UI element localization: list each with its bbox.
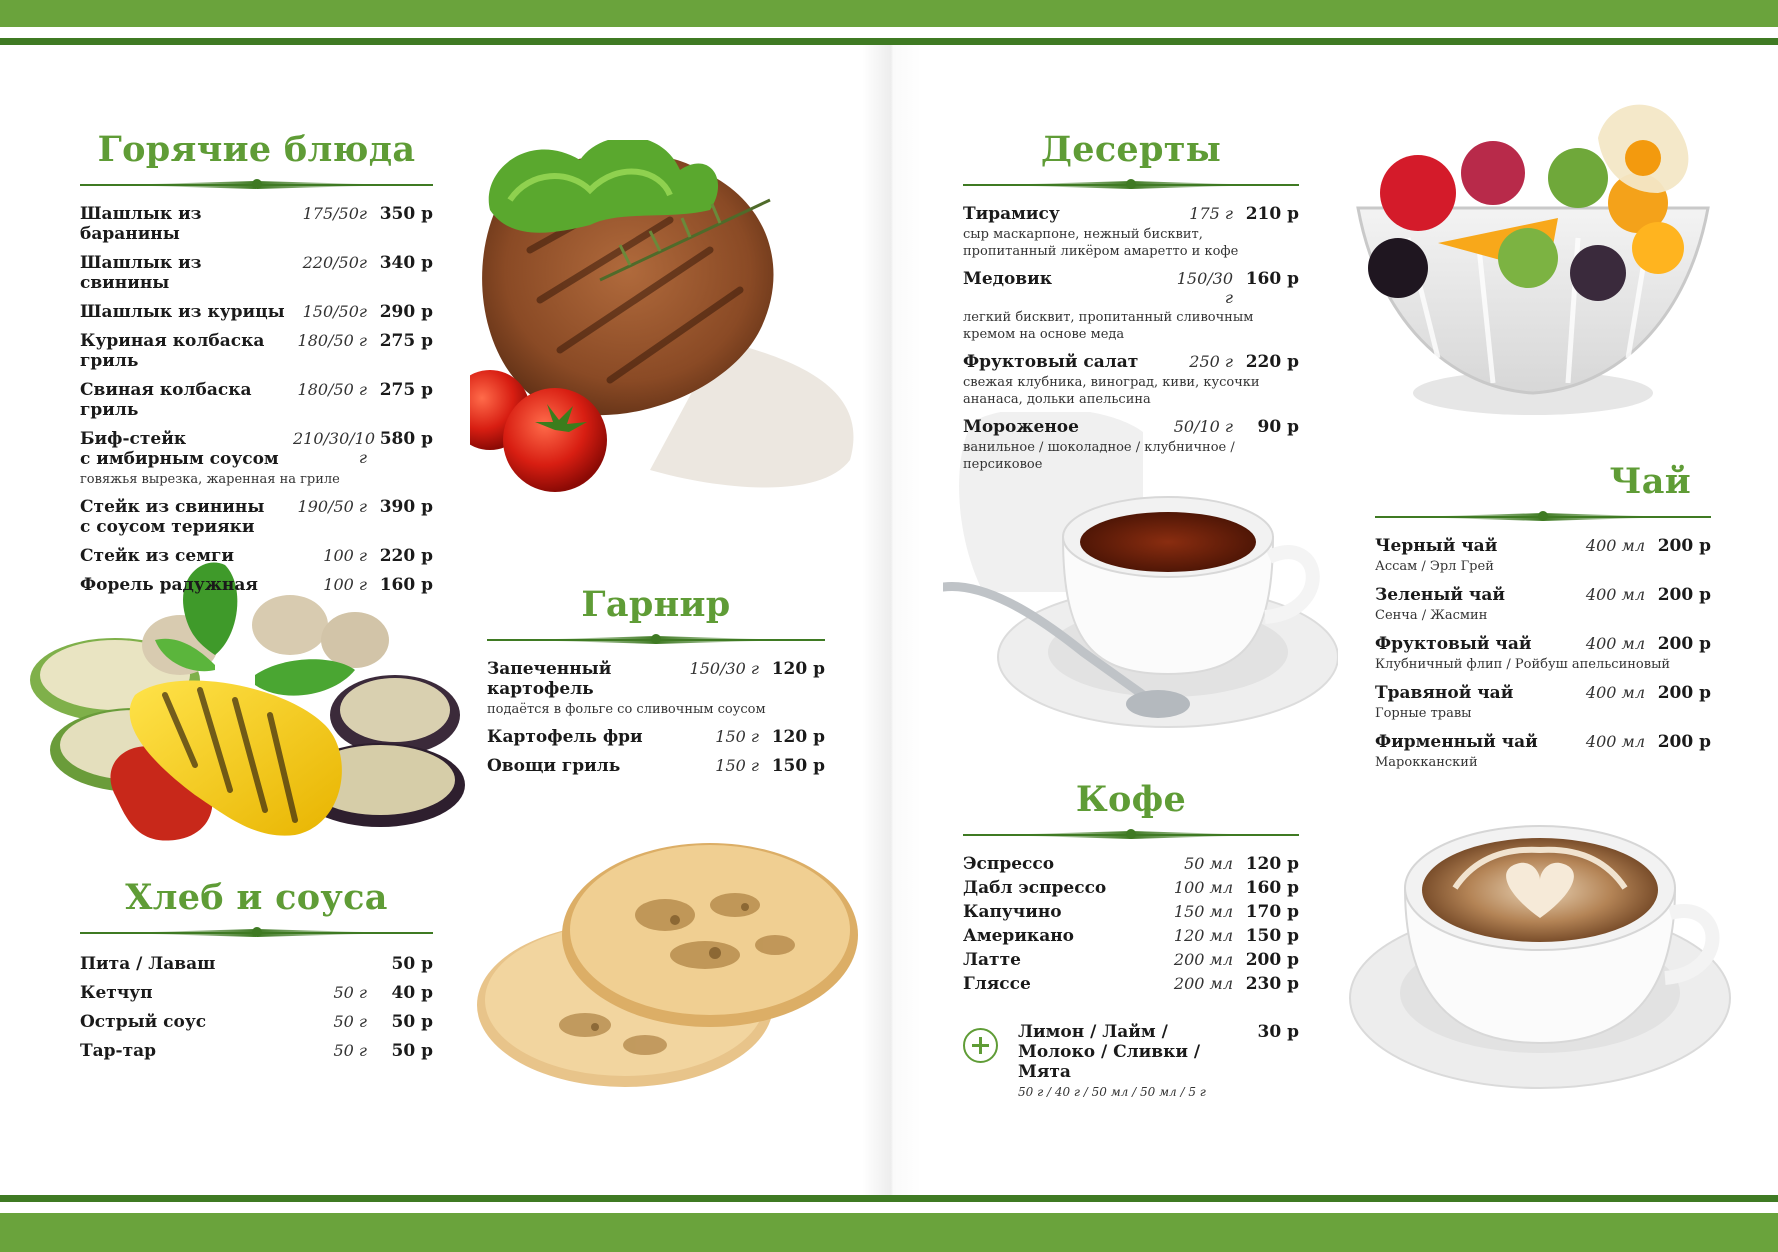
item-weight: 400 мл [1585,683,1645,702]
tea-section [1375,462,1711,781]
item-name: Запеченный картофель [487,659,612,699]
grilled-steak-image [470,140,880,540]
item-name: Зеленый чай [1375,585,1505,605]
item-price: 220 р [1245,352,1299,372]
item-weight: 175/50г [302,204,367,223]
section-title-hot: Горячие блюда [97,129,416,170]
menu-item [487,659,825,718]
item-weight: 220/50г [302,253,367,272]
item-name: Тар-тар [80,1041,157,1061]
item-weight: 150/30 г [689,659,759,678]
item-name: Картофель фри [487,727,643,747]
extras-price: 30 р [1257,1022,1299,1042]
item-name: Латте [963,950,1021,970]
item-description: Сенча / Жасмин [1375,608,1488,623]
item-price: 150 р [771,756,825,776]
item-name: Медовик [963,269,1053,289]
bottom-green-line [0,1195,1778,1202]
hot-dishes-section [80,130,433,604]
item-price: 390 р [379,497,433,517]
item-name: Американо [963,926,1074,946]
item-price: 160 р [379,575,433,595]
item-price: 160 р [1245,269,1299,289]
item-name: Тирамису [963,204,1060,224]
item-price: 275 р [379,331,433,351]
item-price: 200 р [1657,585,1711,605]
menu-item [80,331,433,371]
section-divider [963,828,1299,842]
item-price: 200 р [1657,683,1711,703]
item-name: Фирменный чай [1375,732,1538,752]
section-divider [80,178,433,192]
item-weight: 200 мл [1173,950,1233,969]
item-price: 275 р [379,380,433,400]
item-weight: 150 г [715,756,759,775]
desserts-list [963,204,1299,473]
menu-item [963,204,1299,260]
item-price: 350 р [379,204,433,224]
item-description: подаётся в фольге со сливочным соусом [487,702,766,717]
desserts-section [963,130,1299,482]
section-title-bread: Хлеб и соуса [125,877,388,918]
item-price: 50 р [391,954,433,974]
item-weight: 150 г [715,727,759,746]
item-weight: 400 мл [1585,634,1645,653]
item-name: Острый соус [80,1012,207,1032]
item-weight: 100 г [323,546,367,565]
item-weight: 100 г [323,575,367,594]
coffee-section [963,780,1299,1099]
item-description: Клубничный флип / Ройбуш апельсиновый [1375,657,1671,672]
section-divider [487,633,825,647]
item-weight: 400 мл [1585,536,1645,555]
menu-item [963,269,1299,343]
item-name: Шашлык из свинины [80,253,202,293]
item-price: 210 р [1245,204,1299,224]
item-price: 150 р [1245,926,1299,946]
item-description: сыр маскарпоне, нежный бисквит, пропитанный ликёром амаретто и кофе [963,227,1239,259]
item-price: 200 р [1657,634,1711,654]
menu-item [487,727,825,747]
item-price: 40 р [391,983,433,1003]
section-title-desserts: Десерты [1040,129,1222,170]
extras-name: Лимон / Лайм / Молоко / Сливки / Мята [1018,1022,1201,1082]
item-description: Горные травы [1375,706,1472,721]
item-weight: 50 г [333,1012,367,1031]
item-description: легкий бисквит, пропитанный сливочным кремом на основе меда [963,310,1254,342]
menu-item [80,497,433,537]
item-description: свежая клубника, виноград, киви, кусочки ананаса, дольки апельсина [963,375,1260,407]
menu-item [1375,585,1711,624]
extras-weights: 50 г / 40 г / 50 мл / 50 мл / 5 г [1018,1085,1206,1099]
item-name: Биф-стейк с имбирным соусом [80,429,279,469]
item-description: говяжья вырезка, жаренная на гриле [80,472,340,487]
item-price: 50 р [391,1012,433,1032]
menu-item [80,575,433,595]
item-weight: 50 г [333,1041,367,1060]
item-name: Куриная колбаска гриль [80,331,265,371]
menu-item [80,546,433,566]
item-name: Пита / Лаваш [80,954,216,974]
coffee-extras [963,1022,1299,1099]
item-weight: 400 мл [1585,732,1645,751]
item-weight: 100 мл [1173,878,1233,897]
item-weight: 190/50 г [297,497,367,516]
item-price: 200 р [1657,536,1711,556]
menu-item [963,878,1299,898]
item-price: 290 р [379,302,433,322]
section-title-garnish: Гарнир [581,584,731,625]
bottom-green-band [0,1213,1778,1252]
menu-item [487,756,825,776]
item-name: Черный чай [1375,536,1498,556]
item-name: Форель радужная [80,575,258,595]
bread-section [80,878,433,1070]
menu-item [963,417,1299,473]
item-name: Овощи гриль [487,756,621,776]
menu-item [80,429,433,488]
item-price: 220 р [379,546,433,566]
item-name: Мороженое [963,417,1079,437]
menu-item [80,380,433,420]
item-weight: 50 г [333,983,367,1002]
menu-item [80,204,433,244]
section-title-coffee: Кофе [1075,779,1187,820]
menu-item [963,950,1299,970]
menu-item [1375,683,1711,722]
item-weight: 50 мл [1184,854,1233,873]
garnish-section [487,585,825,785]
item-weight: 400 мл [1585,585,1645,604]
hot-dishes-list [80,204,433,595]
item-price: 160 р [1245,878,1299,898]
section-divider [80,926,433,940]
menu-item [80,1041,433,1061]
section-divider [1375,510,1711,524]
top-green-line [0,38,1778,45]
cappuccino-image [1345,798,1735,1098]
item-description: ванильное / шоколадное / клубничное / персиковое [963,440,1235,472]
item-price: 50 р [391,1041,433,1061]
item-name: Фруктовый чай [1375,634,1532,654]
item-weight: 200 мл [1173,974,1233,993]
item-name: Шашлык из курицы [80,302,285,322]
tea-list [1375,536,1711,771]
menu-item [1375,732,1711,771]
item-price: 580 р [379,429,433,449]
item-name: Эспрессо [963,854,1055,874]
item-name: Стейк из семги [80,546,235,566]
item-price: 120 р [771,727,825,747]
item-name: Дабл эспрессо [963,878,1107,898]
item-weight: 175 г [1189,204,1233,223]
menu-item [1375,536,1711,575]
item-price: 200 р [1245,950,1299,970]
item-weight: 210/30/10 г [293,429,376,467]
item-description: Марокканский [1375,755,1478,770]
item-name: Шашлык из баранины [80,204,202,244]
item-weight: 180/50 г [297,380,367,399]
menu-item [80,302,433,322]
item-name: Травяной чай [1375,683,1514,703]
menu-item [1375,634,1711,673]
fruit-salad-image [1348,98,1726,423]
item-price: 200 р [1657,732,1711,752]
menu-item [963,854,1299,874]
item-weight: 180/50 г [297,331,367,350]
item-weight: 120 мл [1173,926,1233,945]
menu-item [80,983,433,1003]
item-name: Свиная колбаска гриль [80,380,252,420]
section-title-tea: Чай [1609,461,1691,502]
menu-item [963,974,1299,994]
item-name: Капучино [963,902,1062,922]
coffee-list [963,854,1299,994]
item-weight: 150/50г [302,302,367,321]
item-description: Ассам / Эрл Грей [1375,559,1494,574]
menu-item [80,954,433,974]
item-weight: 50/10 г [1173,417,1233,436]
item-weight: 150 мл [1173,902,1233,921]
item-name: Кетчуп [80,983,153,1003]
item-price: 340 р [379,253,433,273]
item-price: 170 р [1245,902,1299,922]
item-price: 120 р [1245,854,1299,874]
item-name: Стейк из свинины с соусом терияки [80,497,265,537]
item-name: Гляссе [963,974,1031,994]
garnish-list [487,659,825,776]
pita-bread-image [475,835,860,1090]
section-divider [963,178,1299,192]
item-price: 120 р [771,659,825,679]
menu-item [80,1012,433,1032]
item-price: 230 р [1245,974,1299,994]
plus-icon [963,1028,998,1063]
top-green-band [0,0,1778,27]
menu-item [80,253,433,293]
item-weight: 150/30 г [1176,269,1233,307]
bread-list [80,954,433,1061]
item-name: Фруктовый салат [963,352,1139,372]
item-price: 90 р [1257,417,1299,437]
menu-item [963,926,1299,946]
item-weight: 250 г [1189,352,1233,371]
menu-item [963,352,1299,408]
menu-item [963,902,1299,922]
